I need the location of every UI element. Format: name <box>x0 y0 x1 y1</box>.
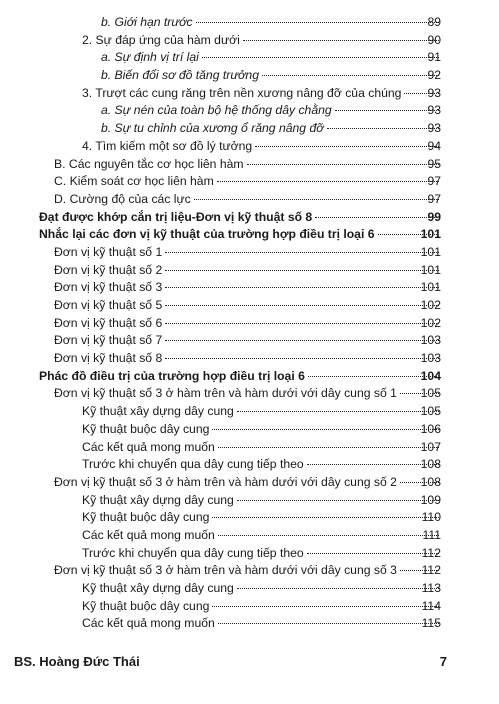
toc-entry-page: 109 <box>420 492 441 507</box>
toc-entry-page: 101 <box>420 227 441 242</box>
toc-entry-text: Đơn vị kỹ thuật số 3 ở hàm trên và hàm dưới với dây cung số 1 <box>54 386 397 401</box>
toc-entry <box>0 580 499 598</box>
toc-entry <box>0 67 499 85</box>
toc-entry-text: Phác đồ điều trị của trường hợp điều trị loại 6 <box>39 368 305 383</box>
toc-entry-title <box>82 439 441 457</box>
toc-entry <box>0 403 499 421</box>
toc-entry-page: 93 <box>427 121 441 136</box>
toc-dot-leader <box>165 251 439 253</box>
footer-author: BS. Hoàng Đức Thái <box>14 654 140 669</box>
toc-entry <box>0 191 499 209</box>
toc-entry <box>0 315 499 333</box>
toc-entry-text: Đơn vị kỹ thuật số 7 <box>54 333 163 348</box>
toc-entry-title <box>54 474 441 492</box>
toc-entry-text: Các kết quả mong muốn <box>82 439 215 454</box>
toc-entry-page: 115 <box>421 616 441 631</box>
toc-entry-text: Kỹ thuật xây dựng dây cung <box>82 404 234 419</box>
toc-entry-title <box>54 315 441 333</box>
page-footer <box>14 654 447 674</box>
toc-dot-leader <box>237 410 439 412</box>
toc-entry-title <box>54 385 441 403</box>
toc-entry-text: Kỹ thuật buộc dây cung <box>82 598 210 613</box>
toc-dot-leader <box>212 605 439 607</box>
toc-entry-title <box>54 156 441 174</box>
toc-entry-title <box>82 421 441 439</box>
toc-entry-title <box>101 102 441 120</box>
toc-entry <box>0 85 499 103</box>
toc-entry-text: Trước khi chuyển qua dây cung tiếp theo <box>82 457 304 472</box>
toc-dot-leader <box>165 304 439 306</box>
toc-entry-page: 106 <box>420 421 441 436</box>
toc-entry-text: Nhắc lại các đơn vị kỹ thuật của trường hợp điều trị loại 6 <box>39 227 375 242</box>
toc-entry <box>0 279 499 297</box>
toc-dot-leader <box>237 587 439 589</box>
toc-entry-title <box>54 279 441 297</box>
table-of-contents <box>0 14 499 633</box>
toc-entry-text: a. Sự định vị trí lại <box>101 50 199 65</box>
toc-dot-leader <box>165 322 439 324</box>
toc-dot-leader <box>217 180 439 182</box>
toc-entry-page: 110 <box>421 510 441 525</box>
toc-dot-leader <box>165 357 439 359</box>
toc-dot-leader <box>247 163 439 165</box>
toc-entry-text: Kỹ thuật xây dựng dây cung <box>82 581 234 595</box>
toc-entry-text: b. Sự tu chỉnh của xương ổ răng nâng đỡ <box>101 121 324 136</box>
toc-dot-leader <box>165 286 439 288</box>
toc-entry-page: 95 <box>427 156 441 171</box>
toc-entry-text: b. Giới hạn trước <box>101 15 193 29</box>
toc-entry-text: C. Kiểm soát cơ học liên hàm <box>54 174 214 189</box>
toc-entry <box>0 244 499 262</box>
toc-entry-title <box>82 138 441 156</box>
toc-entry-page: 97 <box>427 191 441 206</box>
toc-entry <box>0 598 499 616</box>
toc-entry <box>0 49 499 67</box>
toc-entry-page: 105 <box>420 404 441 419</box>
toc-entry <box>0 421 499 439</box>
toc-entry-title <box>82 527 441 545</box>
toc-entry <box>0 545 499 563</box>
toc-entry-page: 97 <box>427 174 441 189</box>
toc-entry-page: 104 <box>420 368 441 383</box>
toc-entry-text: Kỹ thuật xây dựng dây cung <box>82 492 234 507</box>
toc-entry-text: D. Cường độ của các lực <box>54 191 191 206</box>
toc-entry-text: Trước khi chuyển qua dây cung tiếp theo <box>82 545 304 560</box>
toc-entry <box>0 492 499 510</box>
toc-entry-title <box>82 509 441 527</box>
toc-entry-text: 2. Sự đáp ứng của hàm dưới <box>82 32 240 47</box>
toc-entry <box>0 102 499 120</box>
toc-entry-title <box>54 332 441 350</box>
toc-entry-page: 93 <box>427 85 441 100</box>
toc-entry-page: 94 <box>427 138 441 153</box>
toc-entry-title <box>101 14 441 32</box>
toc-entry-title <box>101 67 441 85</box>
toc-entry-text: 4. Tìm kiếm một sơ đồ lý tưởng <box>82 138 253 153</box>
toc-entry <box>0 14 499 32</box>
toc-dot-leader <box>308 375 437 377</box>
toc-dot-leader <box>237 499 439 501</box>
toc-entry <box>0 226 499 244</box>
toc-entry <box>0 562 499 580</box>
toc-entry-title <box>82 598 441 616</box>
toc-entry-page: 91 <box>427 50 441 65</box>
toc-entry-page: 99 <box>427 209 441 224</box>
toc-entry <box>0 509 499 527</box>
toc-dot-leader <box>212 516 439 518</box>
toc-entry-title <box>82 492 441 510</box>
toc-dot-leader <box>255 145 439 147</box>
toc-entry-text: Đơn vị kỹ thuật số 5 <box>54 298 163 312</box>
toc-entry <box>0 262 499 280</box>
toc-entry <box>0 332 499 350</box>
toc-entry-page: 92 <box>427 68 441 83</box>
toc-entry-text: Kỹ thuật buộc dây cung <box>82 421 210 436</box>
toc-entry-text: a. Sự nén của toàn bộ hệ thống dây chằng <box>101 103 332 118</box>
toc-dot-leader <box>218 534 439 536</box>
toc-dot-leader <box>196 21 439 23</box>
toc-entry-title <box>54 562 441 580</box>
toc-entry-title <box>54 244 441 262</box>
toc-entry-text: Đơn vị kỹ thuật số 6 <box>54 315 163 330</box>
toc-entry <box>0 456 499 474</box>
toc-entry-page: 114 <box>421 598 441 613</box>
toc-entry <box>0 209 499 227</box>
toc-entry-page: 107 <box>420 439 441 454</box>
toc-entry-page: 105 <box>420 386 441 401</box>
toc-entry-text: B. Các nguyên tắc cơ học liên hàm <box>54 156 244 171</box>
toc-entry-text: Đơn vị kỹ thuật số 3 ở hàm trên và hàm dưới với dây cung số 3 <box>54 563 397 578</box>
toc-dot-leader <box>202 56 439 58</box>
toc-entry-title <box>101 49 441 67</box>
toc-entry <box>0 385 499 403</box>
toc-entry <box>0 32 499 50</box>
toc-entry-page: 108 <box>420 457 441 472</box>
toc-entry <box>0 368 499 386</box>
toc-entry <box>0 615 499 633</box>
toc-entry-text: Đơn vị kỹ thuật số 1 <box>54 244 163 259</box>
toc-entry-page: 101 <box>420 280 441 295</box>
toc-entry-page: 102 <box>420 298 441 312</box>
toc-entry-title <box>39 368 439 386</box>
toc-entry-page: 101 <box>420 262 441 277</box>
toc-entry-text: 3. Trượt các cung răng trên nền xương nâng đỡ của chúng <box>82 85 402 100</box>
toc-entry-title <box>54 297 441 315</box>
toc-entry-title <box>54 350 441 368</box>
toc-entry-page: 103 <box>420 351 441 366</box>
toc-entry-text: Đạt được khớp cắn trị liệu-Đơn vị kỹ thuật số 8 <box>39 209 313 224</box>
toc-entry-title <box>39 226 439 244</box>
toc-entry <box>0 120 499 138</box>
toc-entry-title <box>82 403 441 421</box>
footer-page-number: 7 <box>439 654 447 669</box>
toc-entry-title <box>82 580 441 598</box>
toc-entry <box>0 474 499 492</box>
toc-entry-title <box>82 32 441 50</box>
toc-entry-text: Các kết quả mong muốn <box>82 616 215 631</box>
toc-entry-text: Đơn vị kỹ thuật số 2 <box>54 262 163 277</box>
toc-entry-page: 89 <box>427 15 441 29</box>
toc-entry-page: 103 <box>420 333 441 348</box>
toc-entry-title <box>54 191 441 209</box>
toc-entry-page: 111 <box>422 527 441 542</box>
toc-entry-text: Kỹ thuật buộc dây cung <box>82 510 210 525</box>
toc-entry-title <box>82 545 441 563</box>
toc-dot-leader <box>262 74 439 76</box>
toc-entry-text: Các kết quả mong muốn <box>82 527 215 542</box>
toc-dot-leader <box>218 446 439 448</box>
toc-entry-text: b. Biến đổi sơ đồ tăng trưởng <box>101 68 259 83</box>
toc-entry-title <box>54 262 441 280</box>
toc-entry-page: 112 <box>421 563 441 578</box>
toc-dot-leader <box>243 39 439 41</box>
toc-entry-text: Đơn vị kỹ thuật số 8 <box>54 351 163 366</box>
toc-entry-title <box>82 456 441 474</box>
toc-entry-page: 101 <box>420 244 441 259</box>
toc-dot-leader <box>194 198 439 200</box>
toc-entry-page: 113 <box>421 581 441 595</box>
toc-entry <box>0 527 499 545</box>
toc-entry-title <box>54 173 441 191</box>
toc-entry-page: 108 <box>420 474 441 489</box>
toc-entry <box>0 173 499 191</box>
toc-entry <box>0 350 499 368</box>
toc-entry-page: 93 <box>427 103 441 118</box>
toc-entry <box>0 138 499 156</box>
toc-dot-leader <box>212 428 439 430</box>
toc-entry-text: Đơn vị kỹ thuật số 3 ở hàm trên và hàm dưới với dây cung số 2 <box>54 474 397 489</box>
toc-entry-title <box>82 615 441 633</box>
toc-entry-page: 112 <box>421 545 441 560</box>
toc-entry-title <box>82 85 441 103</box>
toc-entry-page: 102 <box>420 315 441 330</box>
toc-entry-title <box>101 120 441 138</box>
toc-entry-text: Đơn vị kỹ thuật số 3 <box>54 280 163 295</box>
toc-entry-page: 90 <box>427 32 441 47</box>
toc-entry <box>0 297 499 315</box>
toc-entry-title <box>39 209 439 227</box>
toc-dot-leader <box>218 622 439 624</box>
toc-entry <box>0 439 499 457</box>
toc-entry <box>0 156 499 174</box>
toc-dot-leader <box>165 339 439 341</box>
toc-dot-leader <box>165 269 439 271</box>
